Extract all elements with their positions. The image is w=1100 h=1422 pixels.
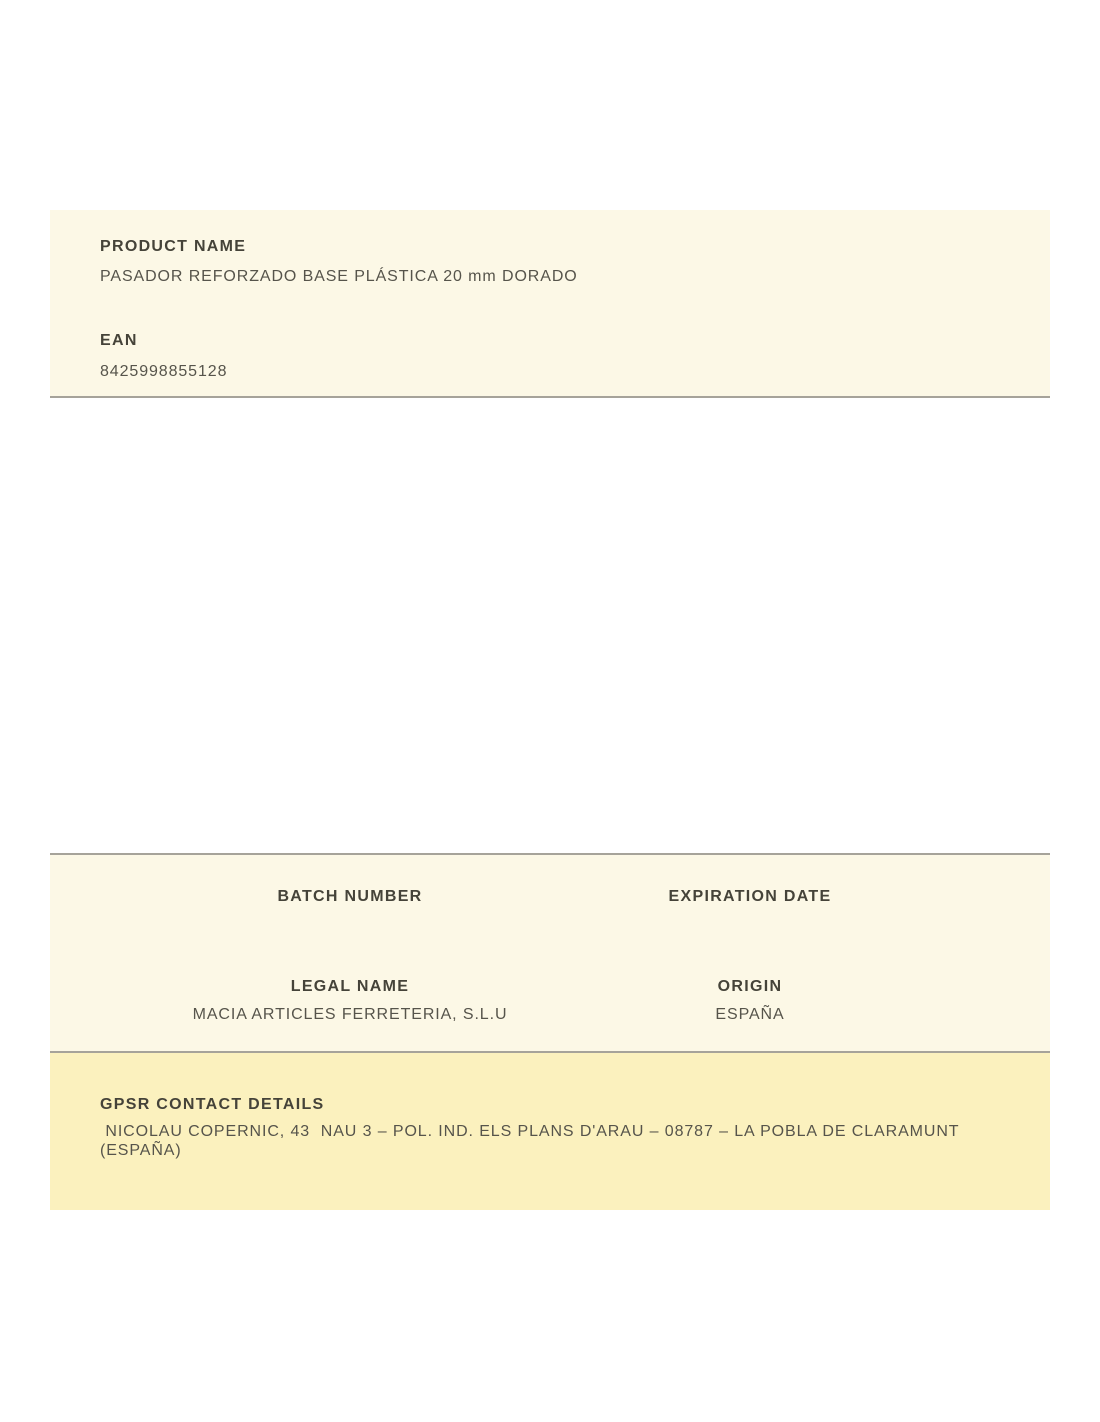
ean-label: EAN: [100, 332, 138, 350]
legal-name-cell: [150, 977, 550, 1051]
legal-name-label: LEGAL NAME: [290, 978, 410, 995]
batch-number-label: BATCH NUMBER: [277, 888, 423, 905]
gpsr-contact-label: GPSR CONTACT DETAILS: [100, 1096, 325, 1113]
gpsr-contact-section: [50, 1053, 1050, 1210]
ean-field: [100, 331, 1000, 380]
product-info-section: [50, 210, 1050, 398]
expiration-date-cell: [550, 887, 950, 977]
origin-label: ORIGIN: [717, 978, 783, 995]
expiration-date-label: EXPIRATION DATE: [668, 888, 832, 905]
gpsr-contact-value: NICOLAU COPERNIC, 43 NAU 3 – POL. IND. ELS PLANS D'ARAU – 08787 – LA POBLA DE CLARAMUNT (ESPAÑA): [100, 1123, 965, 1160]
batch-legal-section: [50, 853, 1050, 1053]
origin-value: ESPAÑA: [715, 1006, 785, 1024]
ean-value: 8425998855128: [100, 362, 228, 380]
product-name-field: [100, 237, 1000, 286]
legal-name-value: MACIA ARTICLES FERRETERIA, S.L.U: [192, 1006, 508, 1024]
origin-cell: [550, 977, 950, 1051]
product-name-label: PRODUCT NAME: [100, 238, 247, 255]
product-name-value: PASADOR REFORZADO BASE PLÁSTICA 20 mm DORADO: [100, 268, 578, 286]
batch-number-cell: [150, 887, 550, 977]
